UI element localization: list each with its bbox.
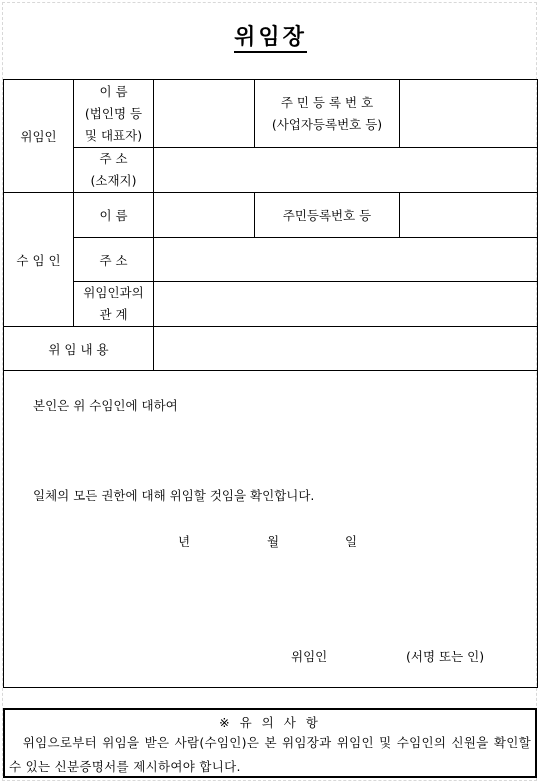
delegator-name-label — [74, 80, 154, 148]
delegate-address-label: 주 소 — [74, 238, 154, 282]
delegate-section-label: 수 임 인 — [4, 193, 74, 327]
delegator-id-field[interactable] — [400, 80, 538, 148]
delegator-section-label: 위임인 — [4, 80, 74, 193]
delegation-form-table — [3, 79, 538, 688]
delegator-id-label-line1: 주 민 등 록 번 호 — [280, 94, 374, 110]
delegator-name-label-line2: (법인명 등 — [84, 105, 143, 121]
notice-title: ※ 유 의 사 항 — [219, 715, 321, 730]
delegator-name-field[interactable] — [154, 80, 255, 148]
signer-label: 위임인 — [291, 649, 328, 664]
statement-area — [4, 371, 538, 688]
delegator-address-label-line1: 주 소 — [99, 151, 128, 166]
delegator-address-field[interactable] — [154, 148, 538, 193]
date-year-label: 년 — [178, 534, 191, 549]
delegator-name-label-line3: 및 대표자) — [84, 127, 143, 143]
page-title — [0, 20, 541, 51]
delegator-name-label-line1: 이 름 — [99, 83, 128, 99]
date-month-label: 월 — [267, 534, 280, 549]
delegate-id-label: 주민등록번호 등 — [255, 193, 400, 238]
notice-box — [3, 708, 537, 778]
delegate-relation-label — [74, 282, 154, 327]
delegation-content-field[interactable] — [154, 327, 538, 371]
delegator-address-label-line2: (소재지) — [90, 173, 137, 188]
delegator-address-label — [74, 148, 154, 193]
statement-line-1: 본인은 위 수임인에 대하여 — [33, 398, 178, 413]
title-text: 위임장 — [234, 25, 307, 53]
delegate-relation-label-line1: 위임인과의 — [83, 285, 144, 300]
delegator-id-label — [255, 80, 400, 148]
delegation-content-label: 위 임 내 용 — [4, 327, 154, 371]
date-day-label: 일 — [345, 534, 358, 549]
delegate-name-label: 이 름 — [74, 193, 154, 238]
delegate-address-field[interactable] — [154, 238, 538, 282]
delegator-id-label-line2: (사업자등록번호 등) — [271, 116, 383, 132]
statement-line-2: 일체의 모든 권한에 대해 위임할 것임을 확인합니다. — [33, 488, 315, 503]
sign-note: (서명 또는 인) — [406, 649, 485, 664]
delegate-relation-label-line2: 관 계 — [99, 307, 128, 322]
delegate-relation-field[interactable] — [154, 282, 538, 327]
delegate-name-field[interactable] — [154, 193, 255, 238]
delegate-id-field[interactable] — [400, 193, 538, 238]
notice-body: 위임으로부터 위임을 받은 사람(수임인)은 본 위임장과 위임인 및 수임인의 신원을 확인할 수 있는 신분증명서를 제시하여야 합니다. — [9, 735, 531, 774]
